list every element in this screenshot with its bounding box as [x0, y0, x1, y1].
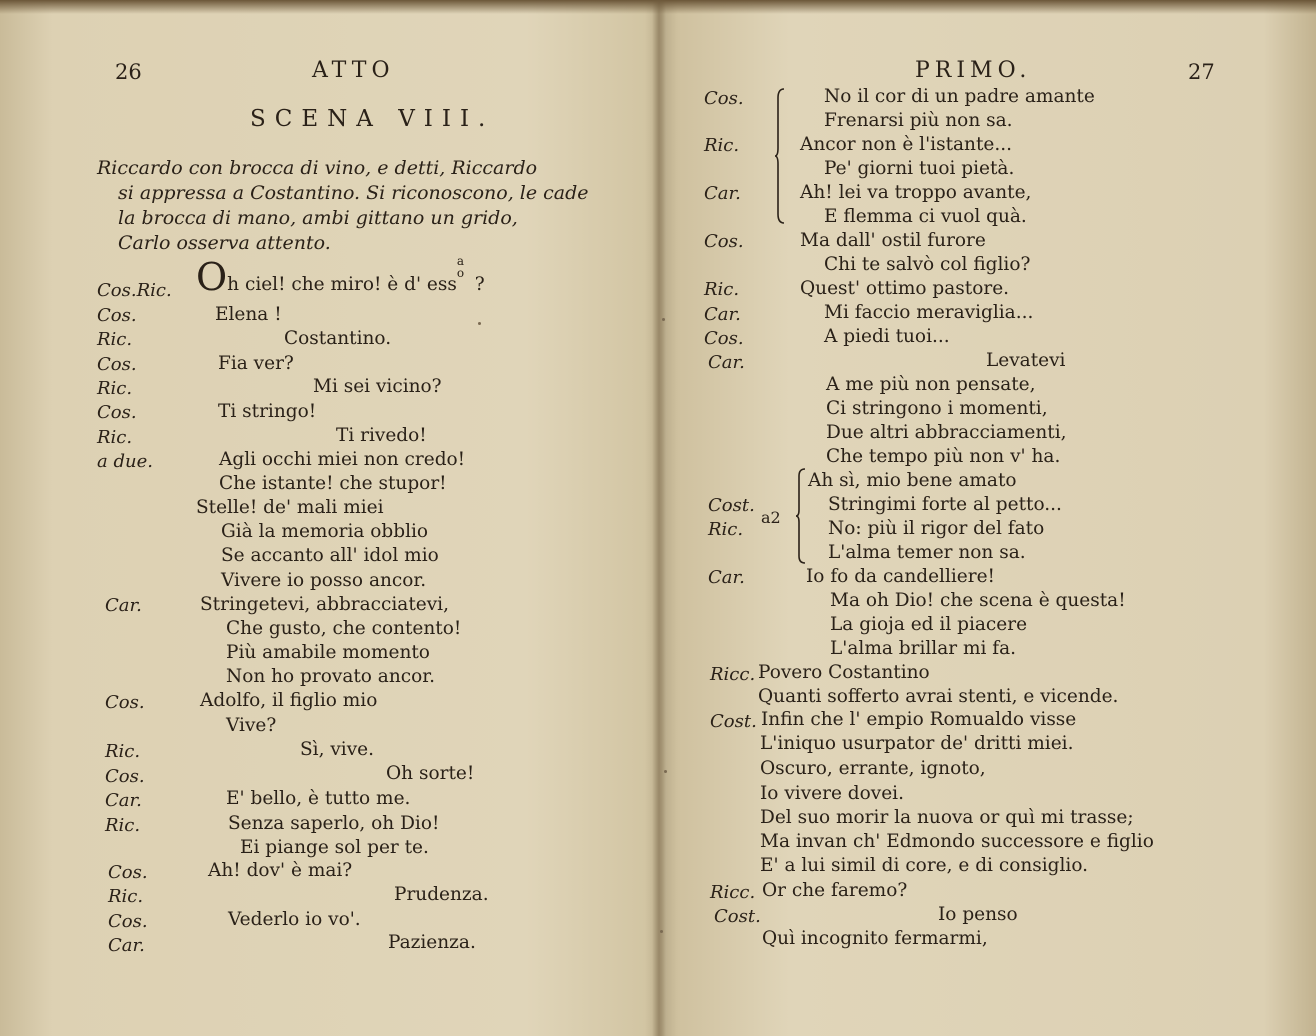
verse-line: Se accanto all' idol mio — [221, 545, 439, 566]
page-number-right: 27 — [1188, 60, 1215, 84]
speaker-label: Car. — [704, 304, 741, 325]
speaker-label: Ric. — [97, 329, 133, 350]
speaker-label: Ric. — [704, 279, 740, 300]
verse-line: Ma dall' ostil furore — [800, 230, 986, 251]
verse-line: Ma oh Dio! che scena è questa! — [830, 590, 1126, 611]
verse-line: Ma invan ch' Edmondo successore e figlio — [760, 831, 1154, 852]
speaker-label: Cos. — [97, 354, 137, 375]
verse-line: Io penso — [938, 904, 1018, 925]
speaker-label: Ric. — [708, 519, 744, 540]
verse-line: Stringimi forte al petto... — [828, 494, 1062, 515]
verse-line: Levatevi — [986, 350, 1066, 371]
speaker-label: Car. — [708, 352, 745, 373]
verse-line: Elena ! — [215, 304, 282, 325]
verse-line: Povero Costantino — [758, 662, 930, 683]
paper-speck — [664, 770, 667, 773]
speaker-label: Cos. — [108, 911, 148, 932]
first-verse-line: Oh ciel! che miro! è d' ess a o ? — [196, 254, 485, 299]
right-page — [658, 0, 1316, 1036]
speaker-label: Cos.Ric. — [97, 280, 172, 301]
speaker-label: Car. — [704, 183, 741, 204]
speaker-label: Ricc. — [710, 882, 756, 903]
verse-line: Quest' ottimo pastore. — [800, 278, 1010, 299]
verse-line: L'alma brillar mi fa. — [830, 638, 1017, 659]
drop-initial: O — [196, 255, 228, 299]
abbreviation-mark: a o — [456, 254, 465, 280]
verse-line: Vive? — [226, 715, 277, 736]
verse-line: Ei piange sol per te. — [240, 837, 429, 858]
speaker-label: Ricc. — [710, 664, 756, 685]
verse-line: Più amabile momento — [226, 642, 430, 663]
speaker-label: Cos. — [97, 305, 137, 326]
running-head-right: PRIMO. — [915, 58, 1032, 83]
verse-line: Che istante! che stupor! — [219, 473, 447, 494]
speaker-label: Cos. — [105, 766, 145, 787]
verse-line: Oscuro, errante, ignoto, — [760, 758, 986, 779]
speaker-label: Cost. — [714, 906, 761, 927]
scene-title: SCENA VIII. — [250, 106, 495, 132]
speaker-label: Cos. — [108, 862, 148, 883]
verse-line: Costantino. — [284, 328, 392, 349]
verse-line: Prudenza. — [394, 884, 489, 905]
speaker-label: a due. — [97, 451, 153, 472]
curly-brace-icon — [775, 88, 785, 224]
speaker-label: Ric. — [105, 741, 141, 762]
verse-line: Già la memoria obblio — [221, 521, 429, 542]
verse-line: Del suo morir la nuova or quì mi trasse; — [760, 807, 1134, 828]
verse-line: E' a lui simil di core, e di consiglio. — [760, 855, 1089, 876]
verse-line: Mi faccio meraviglia... — [824, 302, 1034, 323]
verse-line: E flemma ci vuol quà. — [824, 206, 1027, 227]
stage-direction-line: Riccardo con brocca di vino, e detti, Riccardo — [97, 157, 538, 179]
speaker-label: Cost. — [710, 711, 757, 732]
verse-line: Ti rivedo! — [336, 425, 427, 446]
verse-line: Io vivere dovei. — [760, 783, 904, 804]
paper-speck — [478, 322, 481, 325]
verse-line: Quì incognito fermarmi, — [762, 928, 988, 949]
verse-line: Io fo da candelliere! — [806, 566, 995, 587]
verse-line: Che tempo più non v' ha. — [826, 446, 1061, 467]
verse-line: No: più il rigor del fato — [828, 518, 1045, 539]
verse-line: Che gusto, che contento! — [226, 618, 462, 639]
verse-line: Due altri abbracciamenti, — [826, 422, 1067, 443]
speaker-label: Car. — [105, 790, 142, 811]
speaker-label: Car. — [108, 935, 145, 956]
stage-direction-line: si appressa a Costantino. Si riconoscono, le cade — [118, 182, 589, 204]
verse-line: Or che faremo? — [762, 880, 908, 901]
verse-line: La gioja ed il piacere — [830, 614, 1028, 635]
verse-line: Vederlo io vo'. — [228, 909, 361, 930]
verse-line: Ah! dov' è mai? — [208, 860, 353, 881]
verse-line: Ah! lei va troppo avante, — [800, 182, 1032, 203]
speaker-label: Cos. — [704, 231, 744, 252]
verse-line: Sì, vive. — [300, 739, 374, 760]
bracket-group-a2 — [796, 468, 806, 564]
running-head-left: ATTO — [312, 58, 395, 83]
speaker-label: Ric. — [97, 427, 133, 448]
verse-line: Oh sorte! — [386, 763, 475, 784]
a2-label: a2 — [761, 508, 781, 527]
verse-line: Quanti sofferto avrai stenti, e vicende. — [758, 686, 1119, 707]
verse-line: Senza saperlo, oh Dio! — [228, 813, 440, 834]
verse-line: L'alma temer non sa. — [828, 542, 1026, 563]
verse-line: Non ho provato ancor. — [226, 666, 435, 687]
verse-line: A me più non pensate, — [826, 374, 1036, 395]
speaker-label: Ric. — [704, 135, 740, 156]
speaker-label: Cos. — [97, 402, 137, 423]
verse-line: Agli occhi miei non credo! — [219, 449, 466, 470]
verse-line: Frenarsi più non sa. — [824, 110, 1013, 131]
speaker-label: Ric. — [97, 378, 133, 399]
paper-speck — [662, 318, 665, 321]
verse-line: Mi sei vicino? — [313, 376, 442, 397]
paper-speck — [660, 930, 663, 933]
speaker-label: Car. — [708, 567, 745, 588]
verse-line: Ti stringo! — [218, 401, 317, 422]
stage-direction-line: Carlo osserva attento. — [118, 232, 331, 254]
verse-line: Ah sì, mio bene amato — [808, 470, 1017, 491]
verse-line: Pe' giorni tuoi pietà. — [824, 158, 1015, 179]
verse-line: Stringetevi, abbracciatevi, — [200, 594, 449, 615]
verse-line: Vivere io posso ancor. — [221, 570, 427, 591]
speaker-label: Cos. — [704, 88, 744, 109]
verse-line: L'iniquo usurpator de' dritti miei. — [760, 733, 1074, 754]
verse-line: Infin che l' empio Romualdo visse — [761, 709, 1077, 730]
verse-line: Fia ver? — [218, 353, 294, 374]
page-number-left: 26 — [115, 60, 142, 84]
speaker-label: Cos. — [105, 692, 145, 713]
verse-line: Stelle! de' mali miei — [196, 497, 384, 518]
verse-line: Ancor non è l'istante... — [800, 134, 1012, 155]
verse-line: Chi te salvò col figlio? — [824, 254, 1031, 275]
speaker-label: Cost. — [708, 495, 755, 516]
speaker-label: Ric. — [105, 815, 141, 836]
bracket-group-left — [775, 88, 785, 224]
verse-line: A piedi tuoi... — [824, 326, 950, 347]
verse-line: E' bello, è tutto me. — [226, 788, 411, 809]
verse-line: Ci stringono i momenti, — [826, 398, 1048, 419]
speaker-label: Ric. — [108, 886, 144, 907]
verse-line: Pazienza. — [388, 932, 476, 953]
verse-line: Adolfo, il figlio mio — [200, 690, 378, 711]
speaker-label: Cos. — [704, 328, 744, 349]
stage-direction-line: la brocca di mano, ambi gittano un grido, — [118, 207, 518, 229]
curly-brace-icon — [796, 468, 806, 564]
speaker-label: Car. — [105, 595, 142, 616]
verse-text: h ciel! che miro! è d' ess — [227, 274, 457, 295]
verse-line: No il cor di un padre amante — [824, 86, 1095, 107]
